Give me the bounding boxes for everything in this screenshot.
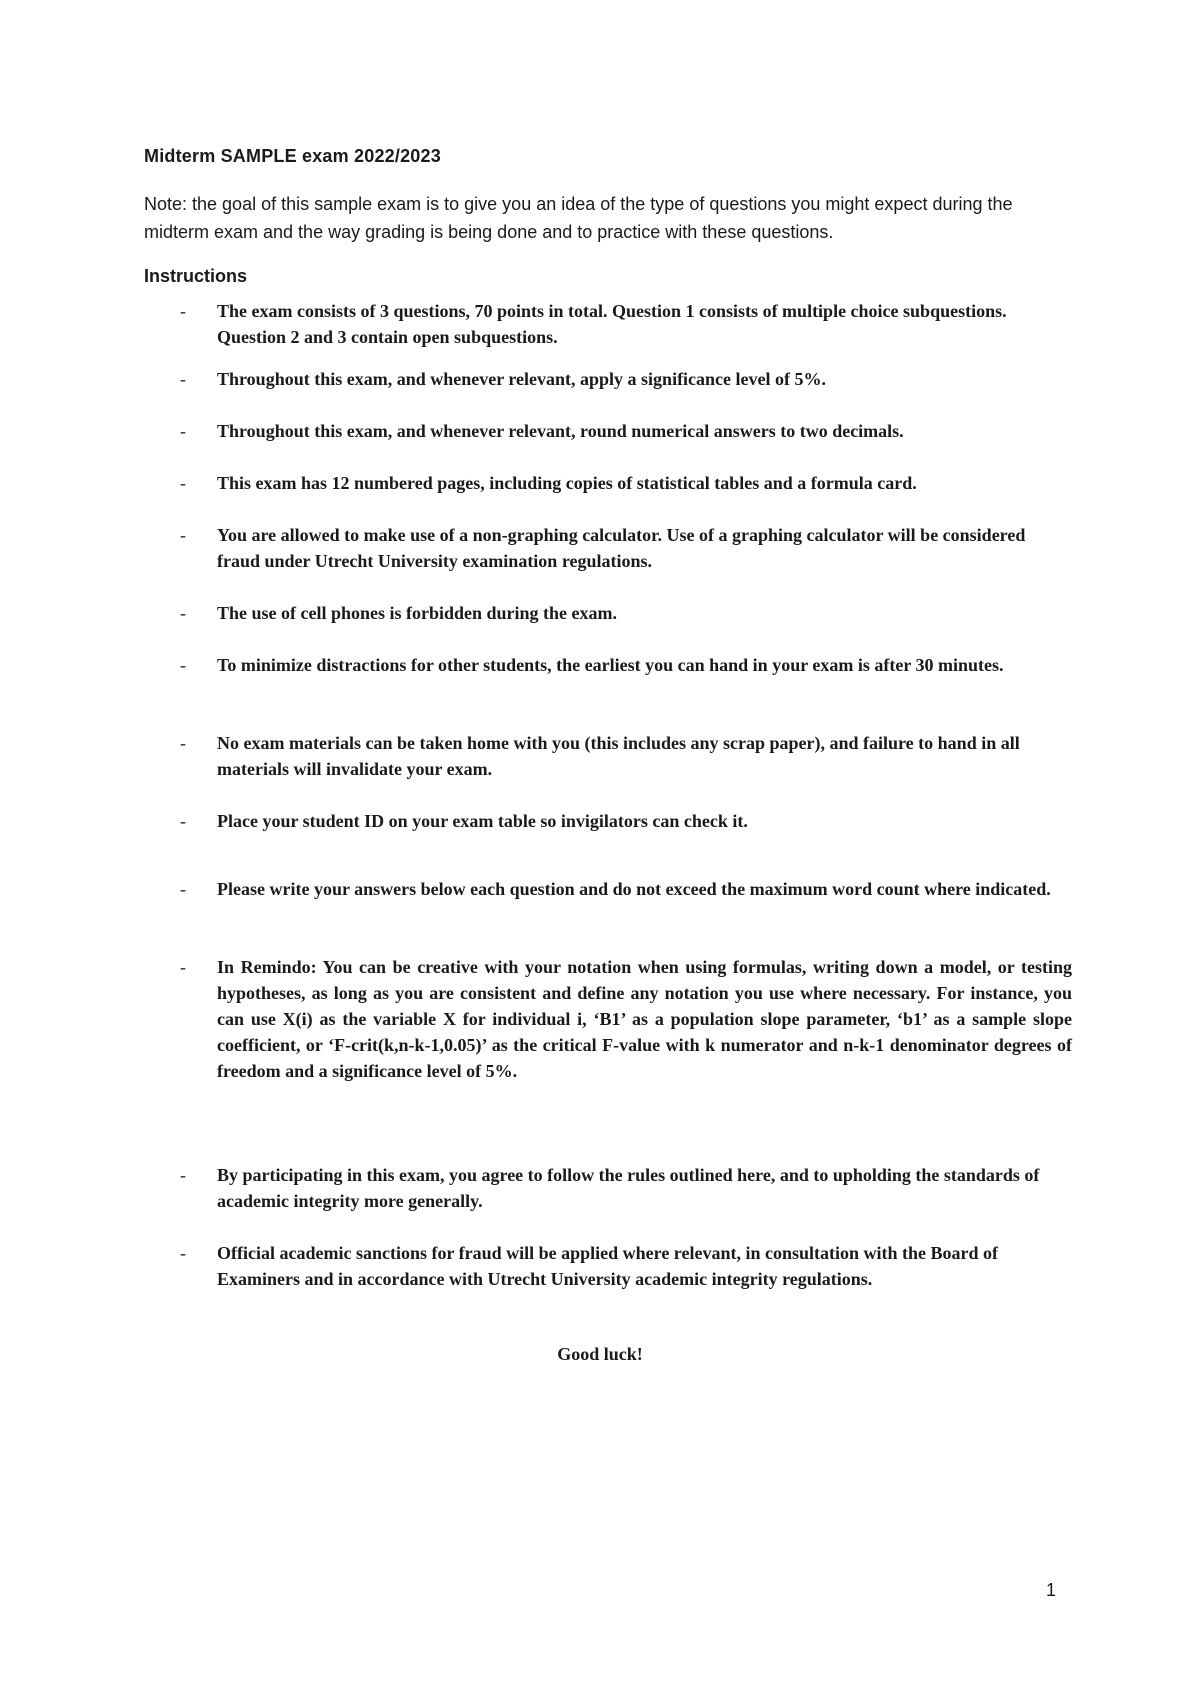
instruction-item xyxy=(144,876,1074,902)
bullet-dash: - xyxy=(180,733,186,753)
document-note: Note: the goal of this sample exam is to give you an idea of the type of questions you might expect during the midterm exam and the way grading is being done and to practice with these questions. xyxy=(144,194,1013,242)
bullet-dash: - xyxy=(180,1243,186,1263)
bullet-dash: - xyxy=(180,603,186,623)
instructions-heading: Instructions xyxy=(144,266,248,286)
instruction-text: Throughout this exam, and whenever relevant, round numerical answers to two decimals. xyxy=(217,421,904,441)
page-number: 1 xyxy=(1046,1580,1057,1600)
bullet-dash: - xyxy=(180,473,186,493)
instruction-item xyxy=(144,522,1074,574)
bullet-dash: - xyxy=(180,525,186,545)
instruction-text: No exam materials can be taken home with you (this includes any scrap paper), and failure to hand in all materials will invalidate your exam. xyxy=(217,733,1020,779)
bullet-dash: - xyxy=(180,811,186,831)
instruction-text: Please write your answers below each question and do not exceed the maximum word count where indicated. xyxy=(217,879,1051,899)
document-title: Midterm SAMPLE exam 2022/2023 xyxy=(144,146,441,166)
instruction-text: To minimize distractions for other students, the earliest you can hand in your exam is after 30 minutes. xyxy=(217,655,1004,675)
bullet-dash: - xyxy=(180,1165,186,1185)
instruction-item xyxy=(144,1162,1074,1214)
instruction-item xyxy=(144,298,1074,350)
bullet-dash: - xyxy=(180,369,186,389)
instruction-item xyxy=(144,954,1074,1084)
bullet-dash: - xyxy=(180,301,186,321)
instruction-item xyxy=(144,808,1074,834)
instruction-item xyxy=(144,366,1074,392)
instruction-text: Throughout this exam, and whenever relevant, apply a significance level of 5%. xyxy=(217,369,827,389)
bullet-dash: - xyxy=(180,655,186,675)
bullet-dash: - xyxy=(180,421,186,441)
closing-text: Good luck! xyxy=(557,1344,643,1364)
bullet-dash: - xyxy=(180,879,186,899)
instruction-item xyxy=(144,600,1074,626)
instruction-text: In Remindo: You can be creative with your notation when using formulas, writing down a model, or testing hypotheses, as long as you are consistent and define any notation you use where necessary. For instance, you can use X(i) as the variable X for individual i, ‘B1’ as a population slope parameter, ‘b1’ as a sample slope coefficient, or ‘F-crit(k,n-k-1,0.05)’ as the critical F-value with k numerator and n-k-1 denominator degrees of freedom and a significance level of 5%. xyxy=(217,957,1072,1081)
instruction-item xyxy=(144,1240,1074,1292)
instruction-item xyxy=(144,652,1074,678)
instruction-text: Place your student ID on your exam table so invigilators can check it. xyxy=(217,811,748,831)
instruction-text: You are allowed to make use of a non-graphing calculator. Use of a graphing calculator will be considered fraud under Utrecht University examination regulations. xyxy=(217,525,1026,571)
instruction-text: The exam consists of 3 questions, 70 points in total. Question 1 consists of multiple choice subquestions. Question 2 and 3 contain open subquestions. xyxy=(217,301,1007,347)
instruction-text: The use of cell phones is forbidden during the exam. xyxy=(217,603,618,623)
bullet-dash: - xyxy=(180,957,186,977)
instruction-text: By participating in this exam, you agree to follow the rules outlined here, and to upholding the standards of academic integrity more generally. xyxy=(217,1165,1040,1211)
instruction-item xyxy=(144,418,1074,444)
instruction-item xyxy=(144,470,1074,496)
instruction-text: This exam has 12 numbered pages, including copies of statistical tables and a formula card. xyxy=(217,473,917,493)
instruction-item xyxy=(144,730,1074,782)
instruction-text: Official academic sanctions for fraud will be applied where relevant, in consultation with the Board of Examiners and in accordance with Utrecht University academic integrity regulations. xyxy=(217,1243,998,1289)
